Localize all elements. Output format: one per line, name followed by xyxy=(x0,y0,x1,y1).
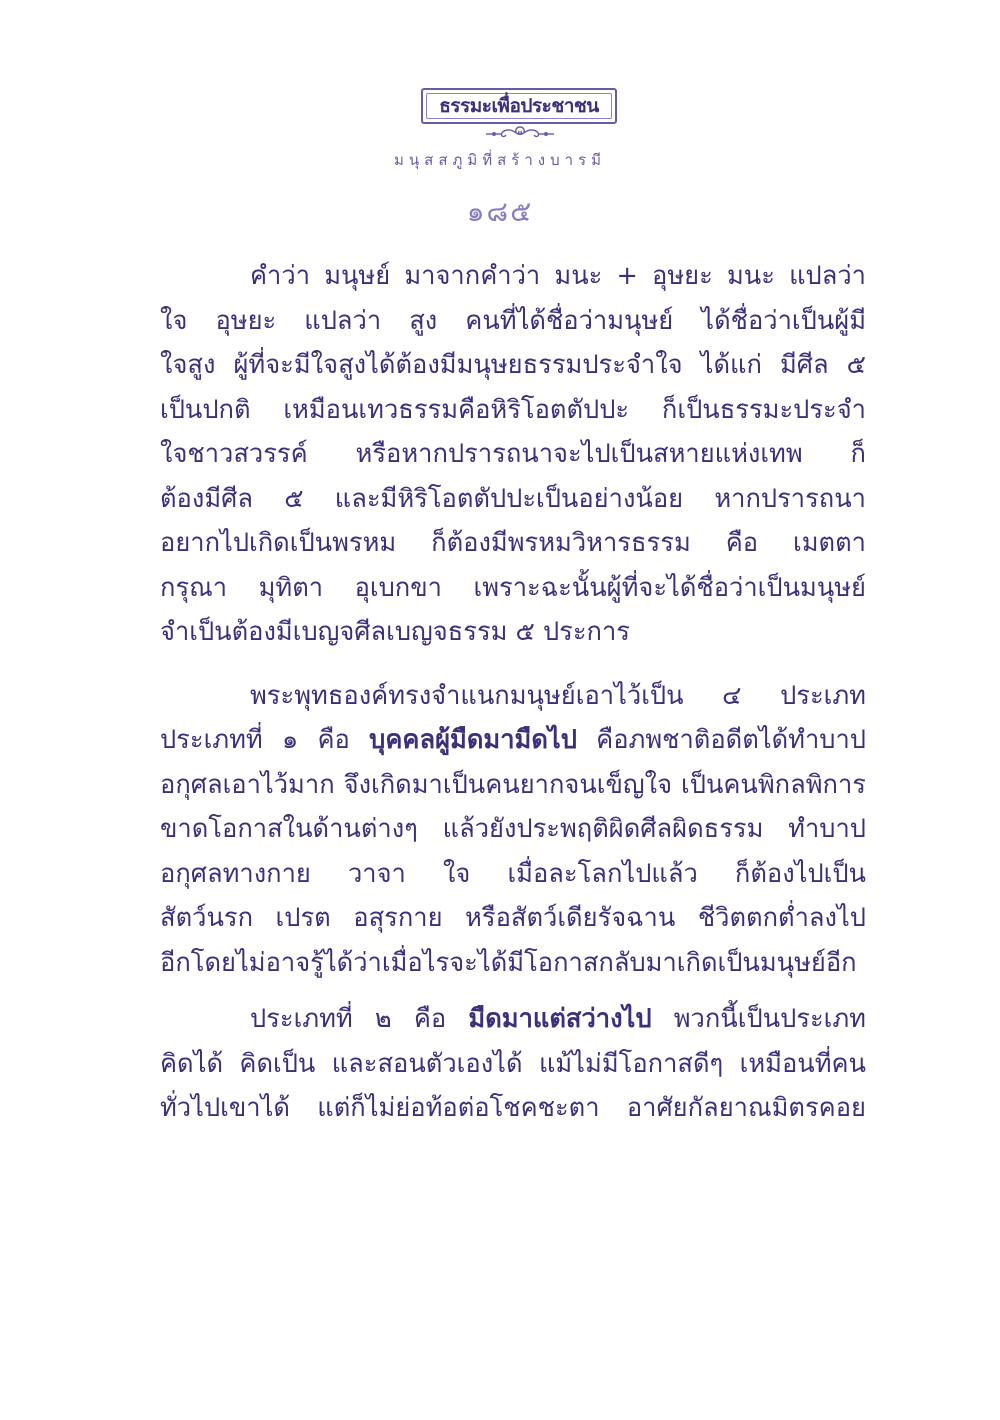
text-line: พระพุทธองค์ทรงจำแนกมนุษย์เอาไว้เป็น ๔ ประเภท xyxy=(250,680,866,711)
text-line: จำเป็นต้องมีเบญจศีลเบญจธรรม ๕ ประการ xyxy=(160,617,630,647)
book-subtitle: มนุสสภูมิที่สร้างบารมี xyxy=(394,151,606,169)
text-line: คำว่า มนุษย์ มาจากคำว่า มนะ + อุษยะ มนะ แปลว่า xyxy=(250,261,866,291)
text-line: ประเภทที่ ๒ คือ มืดมาแต่สว่างไป พวกนี้เป็นประเภท xyxy=(250,1004,866,1034)
text-line: สัตว์นรก เปรต อสุรกาย หรือสัตว์เดียรัจฉาน ชีวิตตกต่ำลงไป xyxy=(160,903,866,933)
paragraph-1 xyxy=(160,254,866,655)
page-number: ๑๘๕ xyxy=(466,195,534,228)
text-line: อกุศลเอาไว้มาก จึงเกิดมาเป็นคนยากจนเข็ญใจ เป็นคนพิกลพิการ xyxy=(160,769,866,800)
text-line: คิดได้ คิดเป็น และสอนตัวเองได้ แม้ไม่มีโอกาสดีๆ เหมือนที่คน xyxy=(160,1048,866,1079)
paragraph-3 xyxy=(160,997,866,1131)
text-line: ใจ อุษยะ แปลว่า สูง คนที่ได้ชื่อว่ามนุษย์ ได้ชื่อว่าเป็นผู้มี xyxy=(160,305,866,336)
text-line: ประเภทที่ ๑ คือ บุคคลผู้มืดมามืดไป คือภพชาติอดีตได้ทำบาป xyxy=(160,725,866,755)
text-line: ใจชาวสวรรค์ หรือหากปรารถนาจะไปเป็นสหายแห่งเทพ ก็ xyxy=(160,439,866,469)
text-line: กรุณา มุทิตา อุเบกขา เพราะฉะนั้นผู้ที่จะได้ชื่อว่าเป็นมนุษย์ xyxy=(160,572,866,603)
bold-term: บุคคลผู้มืดมามืดไป xyxy=(369,725,577,755)
text-line: เป็นปกติ เหมือนเทวธรรมคือหิริโอตตัปปะ ก็เป็นธรรมะประจำ xyxy=(160,394,866,425)
publication-logo xyxy=(421,88,617,124)
logo-text: ธรรมะเพื่อประชาชน xyxy=(439,95,599,117)
text-line: อีกโดยไม่อาจรู้ได้ว่าเมื่อไรจะได้มีโอกาสกลับมาเกิดเป็นมนุษย์อีก xyxy=(160,947,857,978)
bold-term: มืดมาแต่สว่างไป xyxy=(468,1004,652,1034)
body-text xyxy=(160,254,866,1131)
text-line: ใจสูง ผู้ที่จะมีใจสูงได้ต้องมีมนุษยธรรมประจำใจ ได้แก่ มีศีล ๕ xyxy=(160,350,866,380)
text-line: อกุศลทางกาย วาจา ใจ เมื่อละโลกไปแล้ว ก็ต้องไปเป็น xyxy=(160,858,866,889)
paragraph-2 xyxy=(160,674,866,986)
ornament-icon xyxy=(480,124,560,140)
text-line: อยากไปเกิดเป็นพรหม ก็ต้องมีพรหมวิหารธรรม คือ เมตตา xyxy=(160,528,866,558)
text-line: ขาดโอกาสในด้านต่างๆ แล้วยังประพฤติผิดศีลผิดธรรม ทำบาป xyxy=(160,814,866,844)
text-line: ต้องมีศีล ๕ และมีหิริโอตตัปปะเป็นอย่างน้อย หากปรารถนา xyxy=(160,483,866,514)
text-line: ทั่วไปเขาได้ แต่ก็ไม่ย่อท้อต่อโชคชะตา อาศัยกัลยาณมิตรคอย xyxy=(160,1093,866,1123)
